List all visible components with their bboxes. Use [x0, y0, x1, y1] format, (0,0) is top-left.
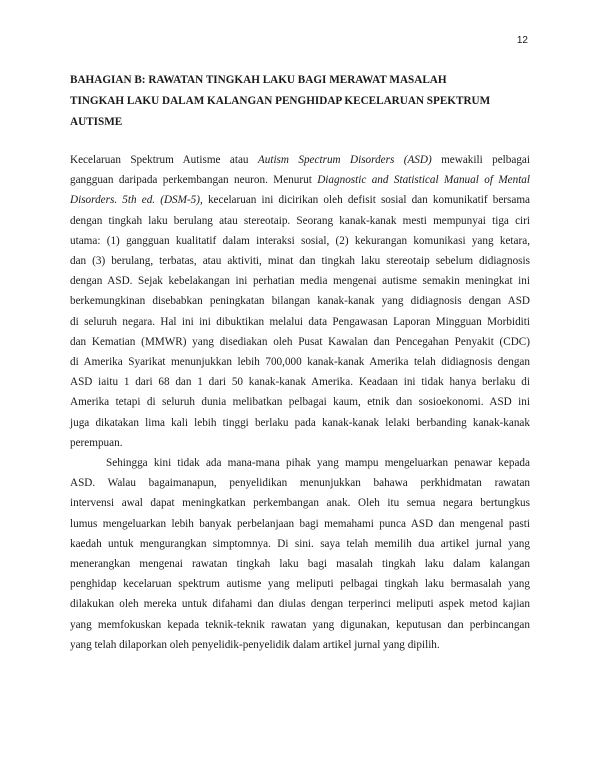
text-line: Amerika tetapi di seluruh dunia melibatkan pelbagai kaum, etnik dan sosioekonomi. ASD ini [70, 396, 530, 409]
text-line [70, 190, 530, 210]
heading-line: AUTISME [70, 116, 123, 128]
paragraph-2 [70, 453, 530, 655]
text-run: mewakili pelbagai [431, 154, 530, 166]
text-line [70, 150, 530, 170]
text-line: dengan ASD. Sejak kebelakangan ini perhatian media mengenai autisme semakin meningkat ini [70, 275, 530, 288]
text-line: di Amerika Syarikat menunjukkan lebih 700,000 kanak-kanak Amerika telah didiagnosis dengan [70, 356, 530, 369]
text-line: utama: (1) gangguan kualitatif dalam interaksi sosial, (2) kekurangan komunikasi yang ketara, [70, 234, 530, 247]
text-line: intervensi awal dapat meningkatkan perkembangan anak. Oleh itu semua negara bertungkus [70, 497, 530, 510]
text-line: lumus mengeluarkan lebih banyak perbelanjaan bagi memahami punca ASD dan mengenal pasti [70, 517, 530, 530]
text-line: kaedah untuk mengurangkan simptomnya. Di sini. saya telah memilih dua artikel jurnal yang [70, 537, 530, 550]
text-line: yang telah dilaporkan oleh penyelidik-penyelidik dalam artikel jurnal yang dipilih. [70, 638, 440, 651]
text-run: Kecelaruan Spektrum Autisme atau [70, 154, 258, 166]
text-line: ASD iaitu 1 dari 68 dan 1 dari 50 kanak-kanak Amerika. Keadaan ini tidak hanya berlaku di [70, 376, 530, 389]
italic-term: Disorders. 5th ed. (DSM-5), [70, 194, 203, 207]
italic-term: Autism Spectrum Disorders (ASD) [257, 154, 432, 166]
text-line: dan Kematian (MMWR) yang disediakan oleh Pusat Kawalan dan Pencegahan Penyakit (CDC) [70, 335, 530, 348]
italic-term: Diagnostic and Statistical Manual of Mental [317, 174, 531, 187]
heading-line: BAHAGIAN B: RAWATAN TINGKAH LAKU BAGI MERAWAT MASALAH [70, 74, 447, 86]
text-line: perempuan. [70, 436, 123, 449]
text-line: dengan tingkah laku berulang atau stereotaip. Seorang kanak-kanak mesti mempunyai tiga ciri [70, 214, 530, 227]
text-line: dilakukan oleh mereka untuk difahami dan diulas dengan terperinci meliputi aspek metod kajian [70, 598, 530, 611]
text-line: yang memfokuskan kepada teknik-teknik rawatan yang digunakan, keputusan dan perbincangan [70, 618, 530, 631]
paragraph-1 [70, 150, 530, 453]
text-line: Sehingga kini tidak ada mana-mana pihak yang mampu mengeluarkan penawar kepada [106, 457, 530, 470]
text-line [70, 170, 530, 190]
text-line: penghidap kecelaruan spektrum autisme yang meliputi pelbagai tingkah laku bermasalah yang [70, 578, 530, 591]
text-run: kecelaruan ini dicirikan oleh defisit sosial dan komunikatif bersama [202, 194, 530, 207]
text-line: juga dikatakan lima kali lebih tinggi berlaku pada kanak-kanak lelaki berbanding kanak-kanak [70, 416, 530, 429]
body-text [70, 150, 530, 655]
text-line: dan (3) berulang, terbatas, atau aktiviti, minat dan tingkah laku stereotaip sebelum didiagnosis [70, 255, 530, 268]
text-line: menerangkan mengenai rawatan tingkah laku bagi masalah tingkah laku dalam kalangan [70, 558, 530, 571]
heading-line: TINGKAH LAKU DALAM KALANGAN PENGHIDAP KECELARUAN SPEKTRUM [70, 95, 491, 107]
section-heading [70, 70, 540, 133]
text-run: gangguan daripada perkembangan neuron. Menurut [70, 174, 318, 187]
text-line: ASD. Walau bagaimanapun, penyelidikan menunjukkan bahawa perkhidmatan rawatan [70, 477, 530, 490]
text-line: di seluruh negara. Hal ini ini dibuktikan melalui data Pengawasan Laporan Mingguan Morbiditi [70, 315, 530, 328]
text-line: berkemungkinan disebabkan peningkatan bilangan kanak-kanak yang didiagnosis dengan ASD [70, 295, 530, 308]
page-number: 12 [516, 35, 528, 46]
